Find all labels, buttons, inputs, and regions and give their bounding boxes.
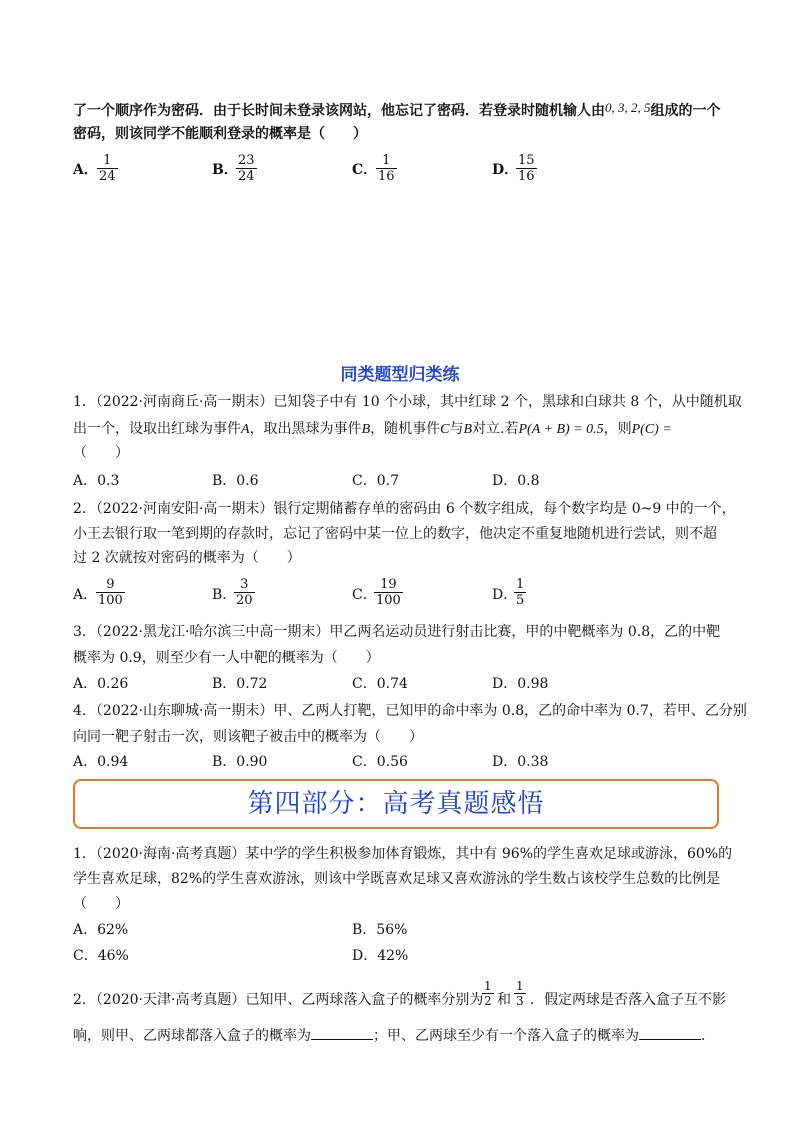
q1-formula-pa-b: P(A + B) = 0.5 [518,422,604,437]
p2-line-1-text-c: ．假定两球是否落入盒子互不影 [530,992,726,1008]
q3-option-c: C．0.74 [352,676,408,692]
section-banner-title: 第四部分：高考真题感悟 [247,789,545,819]
intro-option-c-fraction: $\frac{1}{16}$ [378,153,395,184]
q4-option-a: A．0.94 [73,754,129,770]
p2-line-2: 响，则甲、乙两球都落入盒子的概率为 ；甲、乙两球至少有一个落入盒子的概率为 . [73,1025,705,1046]
intro-option-a-fraction: $\frac{1}{24}$ [99,153,116,184]
intro-line-1-text-a: 了一个顺序作为密码．由于长时间未登录该网站，他忘记了密码．若登录时随机输人由 [73,103,605,119]
q3-option-a: A．0.26 [73,676,129,692]
intro-option-b-label: B． [212,162,238,178]
q2-line-1: 2．（2022·河南安阳·高一期末）银行定期储蓄存单的密码由 6 个数字组成，每个数字均是 0~9 中的一个， [73,501,736,517]
q1-line-2: 出一个，设取出红球为事件A，取出黑球为事件B，随机事件C与B对立.若P(A + B) = 0.5，则P(C) = [73,421,672,437]
q2-option-b-fraction: $\frac{3}{20}$ [236,577,253,608]
intro-line-1-text-b: 组成的一个 [650,103,721,119]
q2-option-d-fraction: $\frac{1}{5}$ [516,577,525,608]
q1-option-c: C．0.7 [352,473,399,489]
p1-option-a: A．62% [73,922,129,938]
intro-digits-math: 0, 3, 2, 5 [605,100,651,115]
p2-answer-blank-1[interactable] [311,1025,373,1040]
p1-line-1: 1．（2020·海南·高考真题）某中学的学生积极参加体育锻炼，其中有 96%的学生喜欢足球或游泳，60%的 [73,846,733,862]
p2-line-1-text-b: 和 [497,992,511,1008]
q4-option-c: C．0.56 [352,754,408,770]
q2-option-d-label: D． [492,587,518,603]
intro-option-d-fraction: $\frac{15}{16}$ [518,153,535,184]
q1-formula-pc: P(C) = [631,422,672,437]
p2-line-1-text-a: 2．（2020·天津·高考真题）已知甲、乙两球落入盒子的概率分别为 [73,992,484,1008]
intro-option-a-label: A． [73,162,98,178]
q1-line-1: 1．（2022·河南商丘·高一期末）已知袋子中有 10 个小球，其中红球 2 个，黑球和白球共 8 个，从中随机取 [73,394,742,410]
q2-option-c-fraction: $\frac{19}{100}$ [376,577,401,608]
intro-line-1 [73,98,721,121]
q3-line-1: 3．（2022·黑龙江·哈尔滨三中高一期末）甲乙两名运动员进行射击比赛，甲的中靶概率为 0.8，乙的中靶 [73,624,721,640]
p1-line-3: （ ） [73,896,129,912]
q4-option-b: B．0.90 [212,754,268,770]
p1-line-2: 学生喜欢足球，82%的学生喜欢游泳，则该中学既喜欢足球又喜欢游泳的学生数占该校学生总数的比例是 [73,871,721,887]
intro-option-d-label: D． [492,162,519,178]
q1-option-a: A．0.3 [73,473,120,489]
p2-fraction-half: $\frac{1}{2}$ [484,979,492,1008]
q2-option-a-label: A． [73,587,98,603]
section-banner [73,779,719,829]
q1-option-b: B．0.6 [212,473,259,489]
q3-option-b: B．0.72 [212,676,268,692]
q1-line-3: （ ） [73,445,129,461]
section-title-practice: 同类题型归类练 [340,365,460,385]
p1-option-c: C．46% [73,948,129,964]
intro-option-c-label: C． [352,162,378,178]
q2-option-c-label: C． [352,587,377,603]
intro-line-2: 密码，则该同学不能顺利登录的概率是（ ） [73,126,367,142]
q2-line-3: 过 2 次就按对密码的概率为（ ） [73,550,301,566]
q2-line-2: 小王去银行取一笔到期的存款时，忘记了密码中某一位上的数字，他决定不重复地随机进行尝试，则不超 [73,526,717,542]
q2-option-b-label: B． [212,587,237,603]
q3-line-2: 概率为 0.9，则至少有一人中靶的概率为（ ） [73,650,380,666]
p1-option-b: B．56% [352,922,408,938]
p2-answer-blank-2[interactable] [639,1025,701,1040]
q1-option-d: D．0.8 [492,473,540,489]
q4-line-2: 向同一靶子射击一次，则该靶子被击中的概率为（ ） [73,729,423,745]
q4-option-d: D．0.38 [492,754,549,770]
q2-option-a-fraction: $\frac{9}{100}$ [98,577,123,608]
q3-option-d: D．0.98 [492,676,549,692]
q4-line-1: 4．（2022·山东聊城·高一期末）甲、乙两人打靶，已知甲的命中率为 0.8，乙的命中率为 0.7，若甲、乙分别 [73,703,747,719]
p2-fraction-third: $\frac{1}{3}$ [516,979,524,1008]
p1-option-d: D．42% [352,948,409,964]
intro-option-b-fraction: $\frac{23}{24}$ [238,153,255,184]
